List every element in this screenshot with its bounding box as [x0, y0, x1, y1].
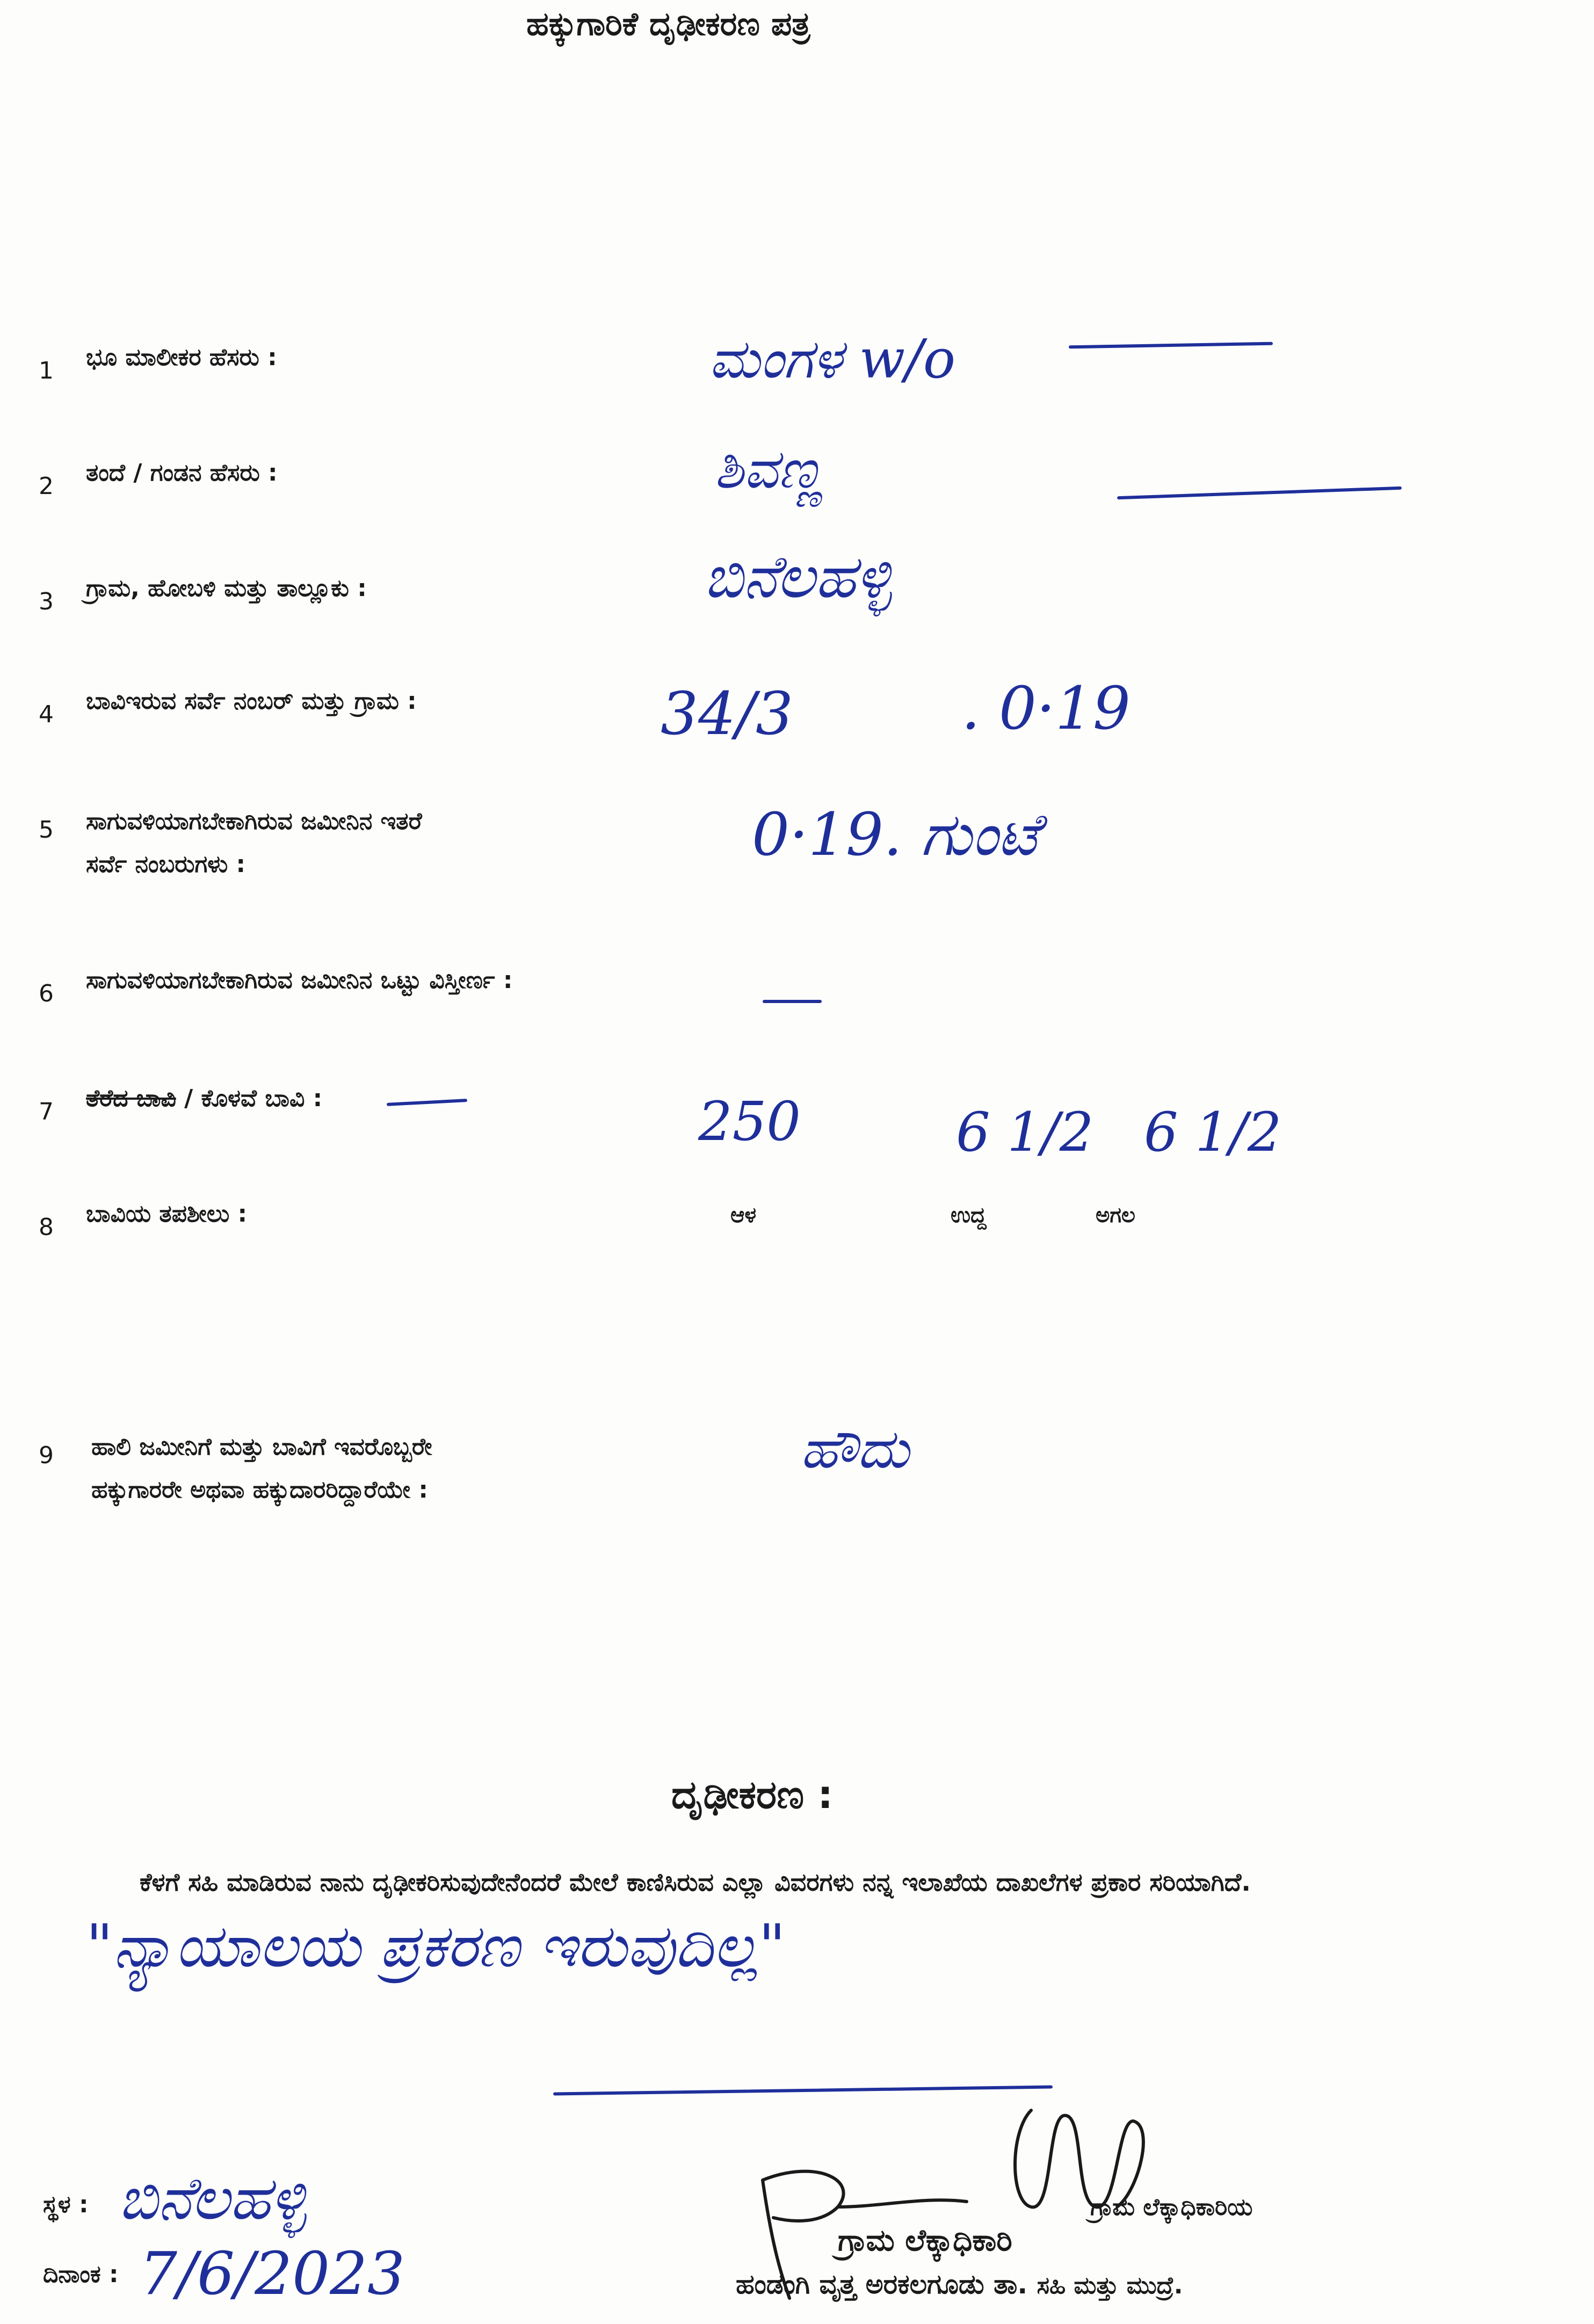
depth-column: ಆಳ: [730, 1203, 757, 1228]
signature-stroke: [763, 2110, 1143, 2298]
field-number: 1: [39, 357, 54, 384]
signatory-label: ಗ್ರಾಮ ಲೆಕ್ಕಾಧಿಕಾರಿಯ: [1090, 2194, 1253, 2221]
well-length-value: 6 1/2: [956, 1101, 1094, 1164]
label-line: ಸಾಗುವಳಿಯಾಗಬೇಕಾಗಿರುವ ಜಮೀನಿನ ಇತರೆ: [86, 808, 422, 835]
well-type-rest: / ಕೊಳವೆ ಬಾವಿ :: [176, 1085, 323, 1112]
well-depth-value: 250: [698, 1090, 801, 1153]
certification-heading: ದೃಢೀಕರಣ :: [671, 1772, 834, 1817]
survey-number-value: 34/3: [661, 679, 794, 748]
date-value: 7/6/2023: [140, 2239, 405, 2308]
field-number: 9: [39, 1442, 54, 1469]
other-survey-value: 0·19. ಗುಂಟೆ: [752, 800, 1039, 869]
survey-extent-value: . 0·19: [961, 674, 1131, 743]
certification-body: ಕೆಳಗೆ ಸಹಿ ಮಾಡಿರುವ ನಾನು ದೃಢೀಕರಿಸುವುದೇನೆಂದರೆ ಮೇಲೆ ಕಾಣಿಸಿರುವ ಎಲ್ಲಾ ವಿವರಗಳು ನನ್ನ ಇಲಾಖೆಯ ದಾಖಲೆಗಳ ಪ್ರಕಾರ ಸರಿಯಾಗಿದೆ.: [140, 1868, 1251, 1897]
village-value: ಬಿನೆಲಹಳ್ಳಿ: [704, 542, 892, 611]
father-husband-label: ತಂದೆ / ಗಂಡನ ಹೆಸರು :: [86, 459, 278, 486]
field-number: 4: [39, 701, 54, 728]
date-label: ದಿನಾಂಕ :: [43, 2261, 119, 2288]
seal-office-text: ಹಂಡಂಗಿ ವೃತ್ತ ಅರಕಲಗೂಡು ತಾ.: [736, 2269, 1028, 2300]
label-line: ಸರ್ವೆ ನಂಬರುಗಳು :: [86, 851, 246, 878]
owner-name-value: ಮಂಗಳ w/o: [709, 328, 956, 390]
label-line: ಹಕ್ಕುಗಾರರೇ ಅಥವಾ ಹಕ್ಕುದಾರರಿದ್ದಾರೆಯೇ :: [91, 1476, 429, 1504]
village-hobli-taluk-label: ಗ್ರಾಮ, ಹೋಬಳಿ ಮತ್ತು ತಾಲ್ಲೂಕು :: [86, 575, 367, 602]
field-number: 5: [39, 816, 54, 844]
owner-name-label: ಭೂ ಮಾಲೀಕರ ಹೆಸರು :: [86, 344, 277, 371]
field-number: 6: [39, 980, 54, 1007]
place-value: ಬಿನೆಲಹಳ್ಳಿ: [118, 2164, 307, 2233]
total-extent-label: ಸಾಗುವಳಿಯಾಗಬೇಕಾಗಿರುವ ಜಮೀನಿನ ಒಟ್ಟು ವಿಸ್ತೀರ್ಣ :: [86, 967, 513, 994]
document-title: ಹಕ್ಕುಗಾರಿಕೆ ದೃಢೀಕರಣ ಪತ್ರ: [526, 5, 810, 43]
sole-owner-value: ಹೌದು: [800, 1418, 909, 1480]
place-label: ಸ್ಥಳ :: [43, 2191, 89, 2218]
well-details-label: ಬಾವಿಯ ತಪಶೀಲು :: [86, 1200, 248, 1228]
father-husband-value: ಶಿವಣ್ಣ: [714, 438, 824, 500]
seal-title: ಗ್ರಾಮ ಲೆಕ್ಕಾಧಿಕಾರಿ: [838, 2223, 1012, 2258]
label-line: ಹಾಲಿ ಜಮೀನಿಗೆ ಮತ್ತು ಬಾವಿಗೆ ಇವರೊಬ್ಬರೇ: [91, 1433, 432, 1461]
field-number: 8: [39, 1214, 54, 1241]
seal-suffix: ಸಹಿ ಮತ್ತು ಮುದ್ರೆ.: [1037, 2272, 1183, 2299]
width-column: ಅಗಲ: [1096, 1203, 1135, 1228]
handwritten-note: "ನ್ಯಾಯಾಲಯ ಪ್ರಕರಣ ಇರುವುದಿಲ್ಲ": [86, 1912, 786, 1980]
well-survey-number-label: ಬಾವಿಇರುವ ಸರ್ವೆ ನಂಬರ್ ಮತ್ತು ಗ್ರಾಮ :: [86, 687, 417, 715]
struck-well-type: ತೆರೆದ ಬಾವಿ: [86, 1085, 176, 1112]
field-number: 7: [39, 1098, 54, 1125]
length-column: ಉದ್ದ: [951, 1203, 987, 1228]
field-number: 2: [39, 473, 54, 500]
field-number: 3: [39, 588, 54, 615]
well-width-value: 6 1/2: [1144, 1101, 1282, 1164]
